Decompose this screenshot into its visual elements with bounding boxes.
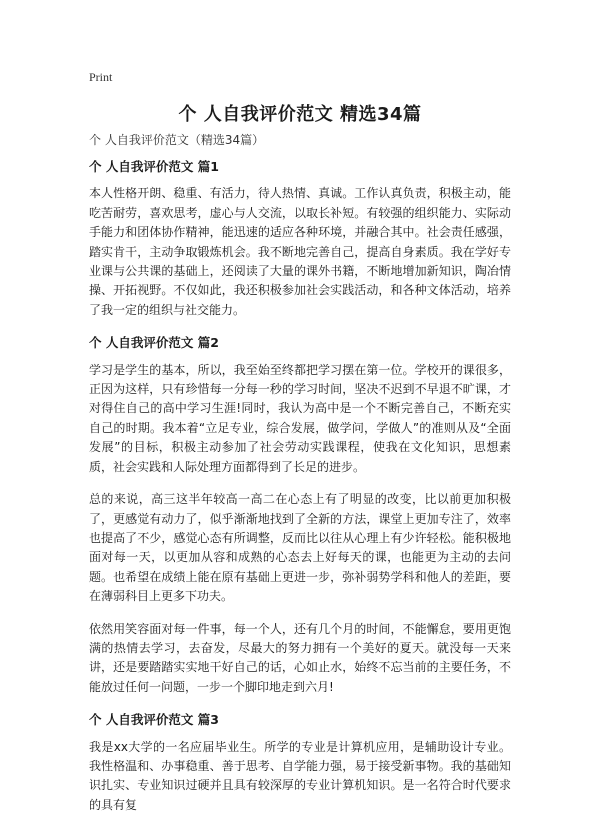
section-heading: 个 人自我评价范文 篇1	[89, 159, 219, 174]
section-heading: 个 人自我评价范文 篇2	[89, 335, 219, 351]
section-1	[89, 157, 511, 320]
print-label: Print	[89, 70, 113, 84]
document-body	[89, 157, 511, 828]
paragraph: 我是xx大学的一名应届毕业生。所学的专业是计算机应用，是辅助设计专业。我性格温和、办事稳重、善于思考、自学能力强，易于接受新事物。我的基础知识扎实、专业知识过硬并且具有较深厚的专业计算机知识。是一名符合时代要求的具有复	[89, 739, 511, 812]
section-3	[89, 710, 511, 815]
document-title: 个 人自我评价范文 精选34篇	[178, 104, 422, 125]
paragraph: 本人性格开朗、稳重、有活力，待人热情、真诚。工作认真负责，积极主动，能吃苦耐劳，喜欢思考，虚心与人交流，以取长补短。有较强的组织能力、实际动手能力和团体协作精神，能迅速的适应各种环境，并融合其中。社会责任感强，踏实肯干，主动争取锻炼机会。我不断地完善自己，提高自身素质。我在学好专业课与公共课的基础上，还阅读了大量的课外书籍，不断地增加新知识，陶冶情操、开拓视野。不仅如此，我还积极参加社会实践活动，和各种文体活动，培养了我一定的组织与社交能力。	[89, 186, 511, 317]
section-heading: 个 人自我评价范文 篇3	[89, 712, 219, 728]
section-2	[89, 333, 511, 697]
paragraph: 依然用笑容面对每一件事，每一个人，还有几个月的时间，不能懈怠，要用更饱满的热情去学习，去奋发，尽最大的努力拥有一个美好的夏天。就没每一天来讲，还是要踏踏实实地干好自己的话，心如止水，始终不忘当前的主要任务，不能放过任何一问题，一步一个脚印地走到六月!	[89, 621, 511, 694]
paragraph: 总的来说，高三这半年较高一高二在心态上有了明显的改变，比以前更加积极了，更感觉有动力了，似乎渐渐地找到了全新的方法，课堂上更加专注了，效率也提高了不少，感觉心态有所调整，反而比以往从心理上有少许轻松。能积极地面对每一天，以更加从容和成熟的心态去上好每天的课，也能更为主动的去问题。也希望在成绩上能在原有基础上更进一步，弥补弱势学科和他人的差距，要在薄弱科目上更多下功夫。	[89, 492, 511, 604]
document-subtitle: 个 人自我评价范文（精选34篇）	[89, 133, 265, 147]
paragraph: 学习是学生的基本，所以，我至始至终都把学习摆在第一位。学校开的课很多，正因为这样，只有珍惜每一分每一秒的学习时间，坚决不迟到不早退不旷课，才对得住自己的高中学习生涯!同时，我认为高中是一个不断完善自己，不断充实自己的时期。我本着“立足专业，综合发展，做学问，学做人”的准则从及“全面发展”的目标，积极主动参加了社会劳动实践课程，使我在文化知识，思想素质，社会实践和人际处理方面都得到了长足的进步。	[89, 362, 511, 474]
